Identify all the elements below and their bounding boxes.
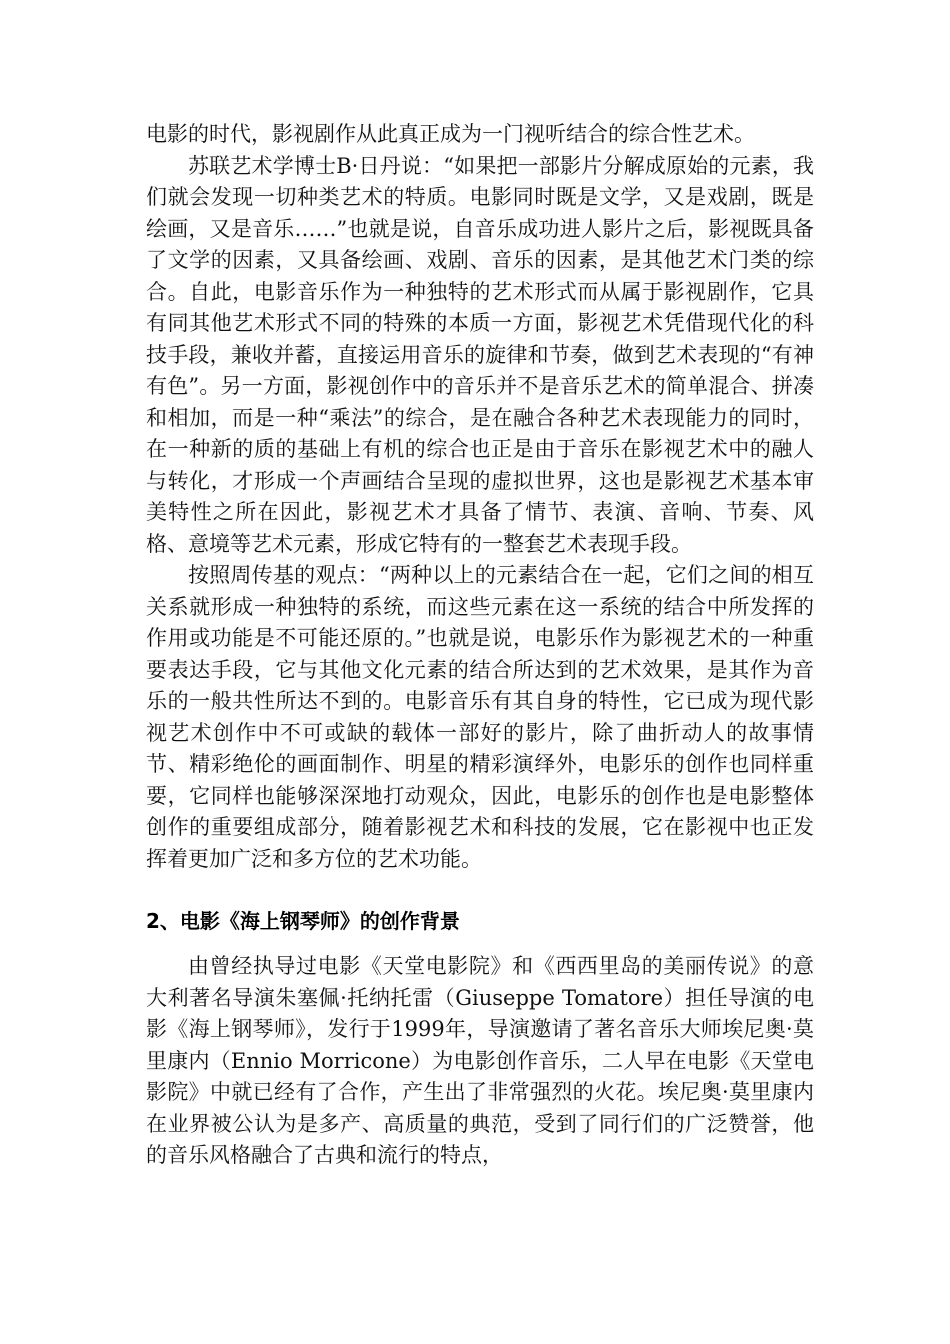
paragraph-zhdanov-quote: 苏联艺术学博士B·日丹说：“如果把一部影片分解成原始的元素，我们就会发现一切种类艺术的特质。电影同时既是文学，又是戏剧，既是绘画，又是音乐……”也就是说，自音乐成功进人影片之后，影视既具备了文学的因素，又具备绘画、戏剧、音乐的因素，是其他艺术门类的综合。自此，电影音乐作为一种独特的艺术形式而从属于影视剧作，它具有同其他艺术形式不同的特殊的本质一方面，影视艺术凭借现代化的科技手段，兼收并蓄，直接运用音乐的旋律和节奏，做到艺术表现的“有神有色”。另一方面，影视创作中的音乐并不是音乐艺术的简单混合、拼凑和相加，而是一种“乘法”的综合，是在融合各种艺术表现能力的同时，在一种新的质的基础上有机的综合也正是由于音乐在影视艺术中的融人与转化，才形成一个声画结合呈现的虚拟世界，这也是影视艺术基本审美特性之所在因此，影视艺术才具备了情节、表演、音响、节奏、风格、意境等艺术元素，形成它特有的一整套艺术表现手段。 xyxy=(146,153,814,556)
paragraph-creation-background: 由曾经执导过电影《天堂电影院》和《西西里岛的美丽传说》的意大利著名导演朱塞佩·托纳托雷（Giuseppe Tomatore）担任导演的电影《海上钢琴师》，发行于1999年，导演邀请了著名音乐大师埃尼奥·莫里康内（Ennio Morricone）为电影创作音乐，二人早在电影《天堂电影院》中就已经有了合作，产生出了非常强烈的火花。埃尼奥·莫里康内在业界被公认为是多产、高质量的典范，受到了同行们的广泛赞誉，他的音乐风格融合了古典和流行的特点， xyxy=(146,954,814,1167)
paragraph-intro-line: 电影的时代，影视剧作从此真正成为一门视听结合的综合性艺术。 xyxy=(146,122,755,146)
paragraph-zhou-chuanji-view: 按照周传基的观点：“两种以上的元素结合在一起，它们之间的相互关系就形成一种独特的系统，而这些元素在这一系统的结合中所发挥的作用或功能是不可能还原的。”也就是说，电影乐作为影视艺术的一种重要表达手段，它与其他文化元素的结合所达到的艺术效果，是其作为音乐的一般共性所达不到的。电影音乐有其自身的特性，它已成为现代影视艺术创作中不可或缺的载体一部好的影片，除了曲折动人的故事情节、精彩绝伦的画面制作、明星的精彩演绎外，电影乐的创作也同样重要，它同样也能够深深地打动观众，因此，电影乐的创作也是电影整体创作的重要组成部分，随着影视艺术和科技的发展，它在影视中也正发挥着更加广泛和多方位的艺术功能。 xyxy=(146,563,814,871)
section-heading: 2、电影《海上钢琴师》的创作背景 xyxy=(146,909,460,933)
document-body xyxy=(146,119,814,1172)
